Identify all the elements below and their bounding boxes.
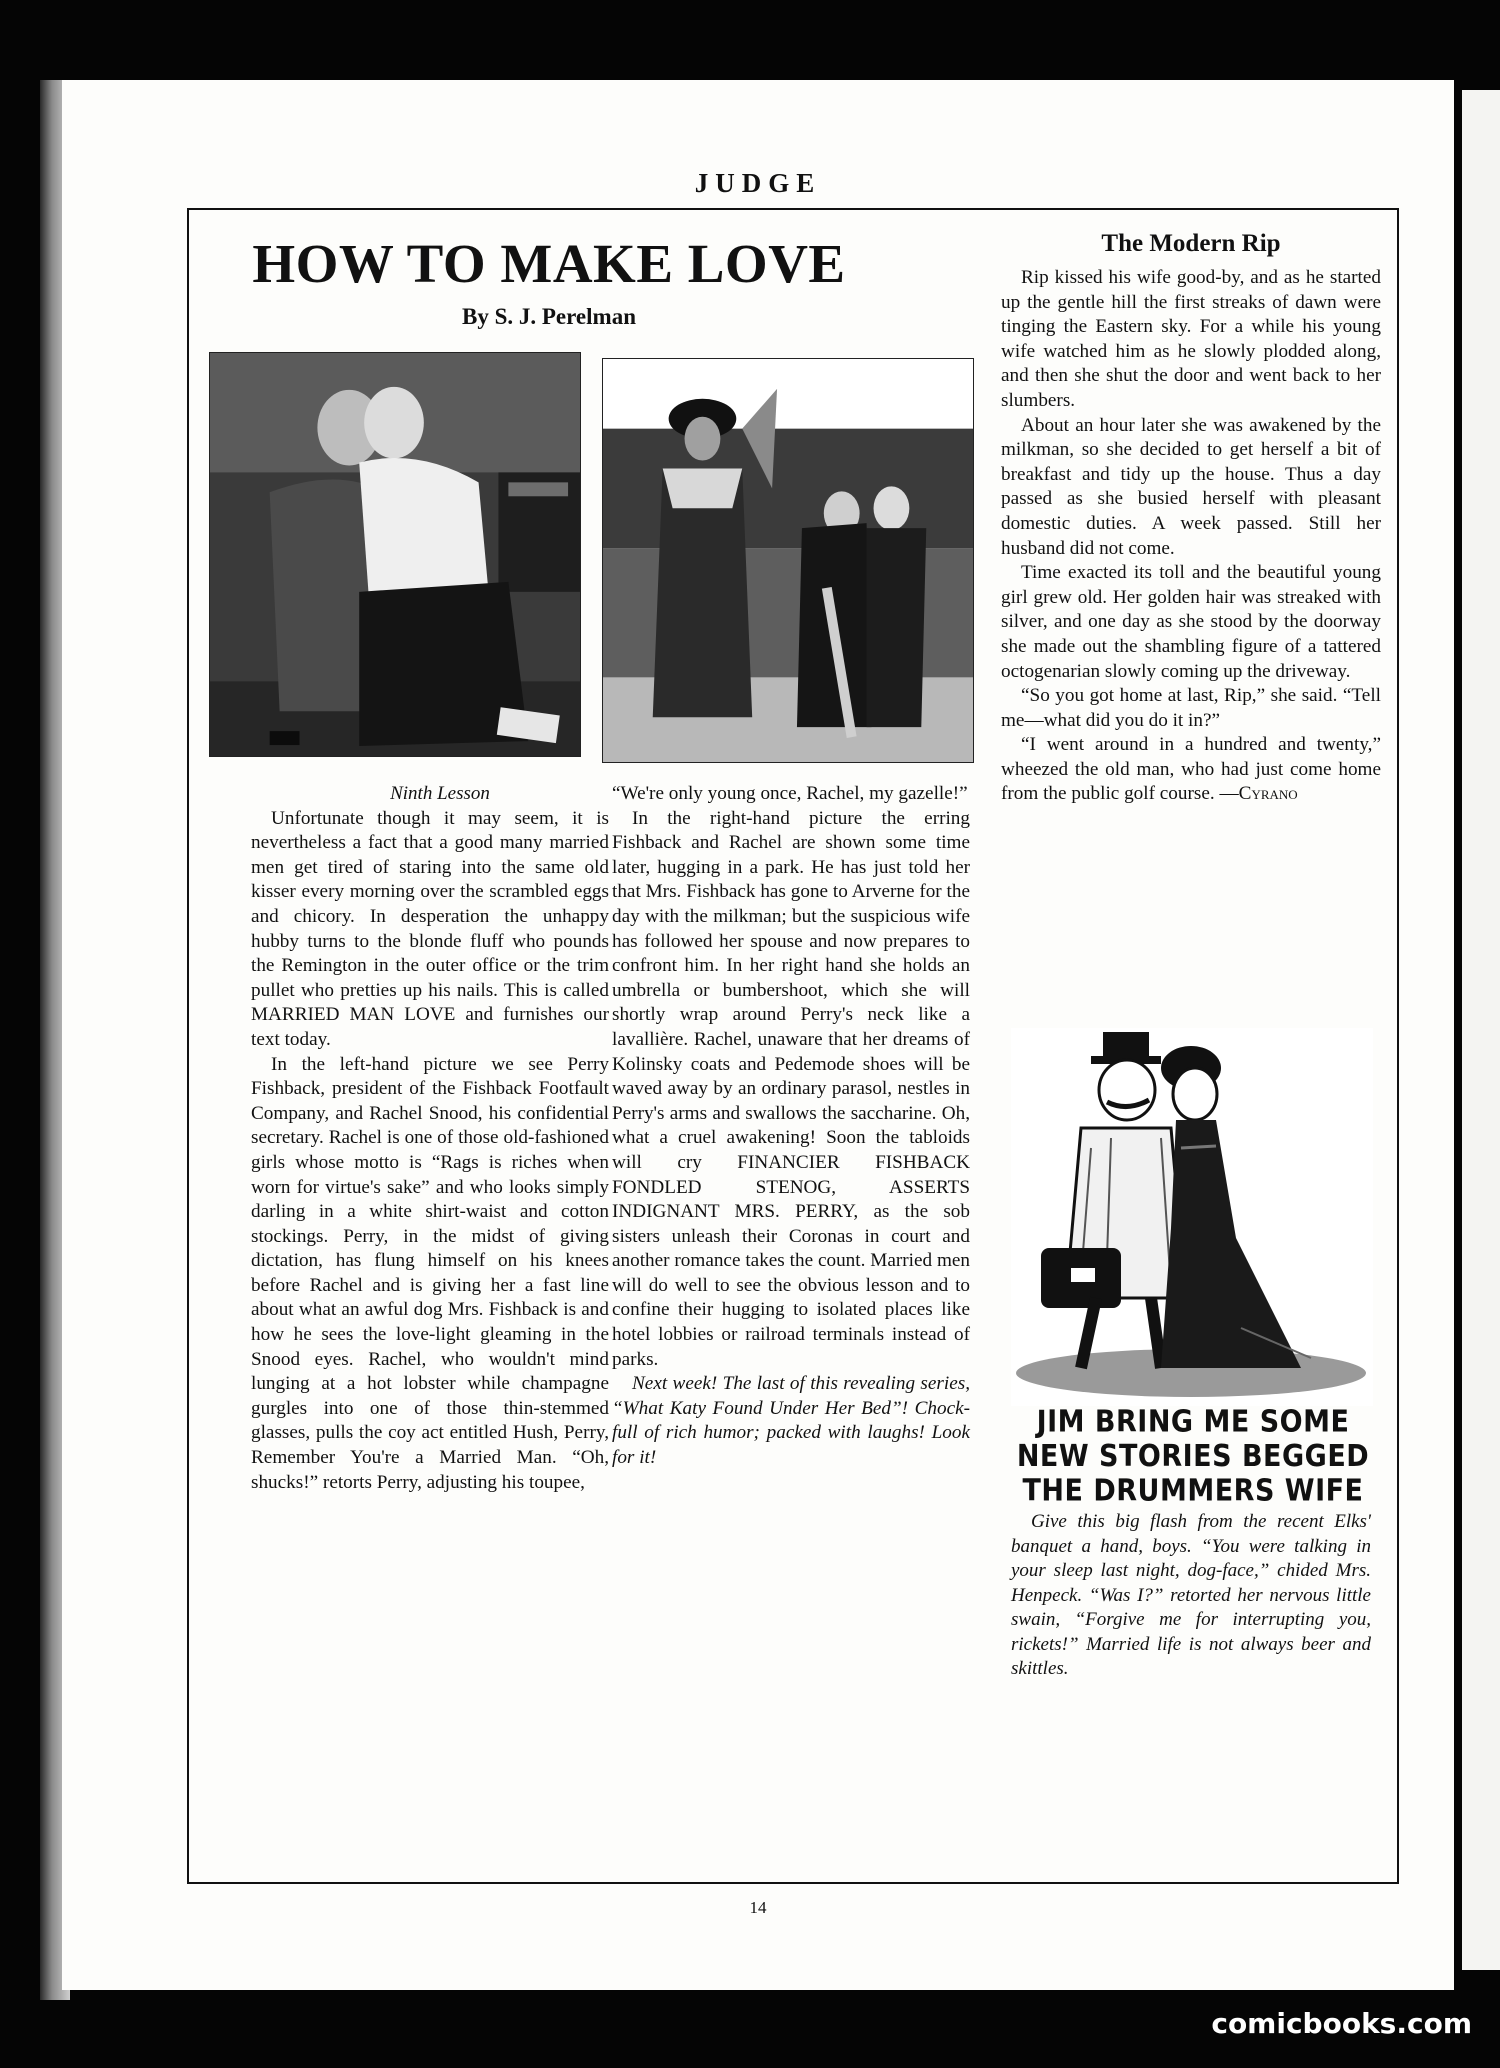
sidebar-last-text: “I went around in a hundred and twenty,” wheezed the old man, who had just come home from the public golf course. xyxy=(1001,734,1381,805)
sidebar-title: The Modern Rip xyxy=(1101,230,1281,257)
article-title: HOW TO MAKE LOVE xyxy=(252,233,846,294)
sidebar-paragraph xyxy=(1001,733,1381,807)
ad-headline xyxy=(1007,1404,1379,1508)
page-number: 14 xyxy=(749,1898,767,1917)
next-week-notice: Next week! The last of this revealing series, “What Katy Found Under Her Bed”! Chock-full of rich humor; packed with laughs! Look for it! xyxy=(612,1373,970,1469)
ad-headline-line: THE DRUMMERS WIFE xyxy=(1022,1473,1364,1509)
ad-headline-line: JIM BRING ME SOME xyxy=(1036,1404,1350,1440)
lesson-heading: Ninth Lesson xyxy=(390,783,490,804)
next-page-edge xyxy=(1462,90,1500,1970)
sidebar-paragraph: About an hour later she was awakened by the milkman, so she decided to get herself a bit of breakfast and tidy up the house. Thus a day passed as she busied herself with pleasant domestic duties. A week passed. Still her husband did not come. xyxy=(1001,414,1381,559)
article-paragraph: “We're only young once, Rachel, my gazelle!” xyxy=(612,783,968,804)
sidebar-paragraph: Rip kissed his wife good-by, and as he started up the gentle hill the first streaks of dawn were tinging the Eastern sky. For a while his young wife watched him as he slowly plodded along, and then she shut the door and went back to her slumbers. xyxy=(1001,267,1381,411)
magazine-page xyxy=(62,80,1454,1990)
ad-copy-text: Give this big flash from the recent Elks' banquet a hand, boys. “You were talking in your sleep last night, dog-face,” chided Mrs. Henpeck. “Was I?” retorted her nervous little swain, “Forgive me for interrupting you, rickets!” Married life is not always beer and skittles. xyxy=(1011,1511,1371,1679)
article-paragraph: In the right-hand picture the erring Fishback and Rachel are shown some time later, hugging in a park. He has just told her that Mrs. Fishback has gone to Arverne for the day with the milkman; but the suspicious wife has followed her spouse and now prepares to confront him. In her right hand she holds an umbrella or bumbershoot, which she will shortly wrap around Perry's neck like a lavallière. Rachel, unaware that her dreams of Kolinsky coats and Pedemode shoes will be waved away by an ordinary parasol, nestles in Perry's arms and swallows the saccharine. Oh, what a cruel awakening! Soon the tabloids will cry FINANCIER FISHBACK FONDLED STENOG, ASSERTS INDIGNANT MRS. PERRY, as the sob sisters unleash their Coronas in court and another romance takes the count. Married men will do well to see the obvious lesson and to confine their hugging to isolated places like hotel lobbies or railroad terminals instead of parks. xyxy=(612,807,970,1370)
article-paragraph: Unfortunate though it may seem, it is nevertheless a fact that a good many married men get tired of staring into the same old kisser every morning over the scrambled eggs and chicory. In desperation the unhappy hubby turns to the blonde fluff who pounds the Remington in the outer office or the trim pullet who pretties up his nails. This is called MARRIED MAN LOVE and furnishes our text today. xyxy=(251,807,609,1050)
photo-office-couple xyxy=(209,352,581,757)
running-head: JUDGE xyxy=(694,168,822,198)
article-column-2 xyxy=(612,782,970,1471)
sidebar-signature: —Cyrano xyxy=(1219,783,1298,805)
drummer-cartoon xyxy=(1011,1028,1373,1406)
sidebar-paragraph: “So you got home at last, Rip,” she said. “Tell me—what did you do it in?” xyxy=(1001,685,1381,731)
article-byline: By S. J. Perelman xyxy=(462,304,636,329)
photo-park-couple xyxy=(602,358,974,763)
watermark: comicbooks.com xyxy=(1211,2007,1472,2040)
article-paragraph: In the left-hand picture we see Perry Fishback, president of the Fishback Footfault Company, and Rachel Snood, his confidential secretary. Rachel is one of those old-fashioned girls whose motto is “Rags is riches when worn for virtue's sake” and who looks simply darling in a white shirt-waist and cotton stockings. Perry, in the midst of giving dictation, has flung himself on his knees before Rachel and is giving her a fast line about what an awful dog Mrs. Fishback is and how he sees the love-light gleaming in the Snood eyes. Rachel, who wouldn't mind lunging at a hot lobster while champagne gurgles into one of those thin-stemmed glasses, pulls the coy act entitled Hush, Perry, Remember You're a Married Man. “Oh, shucks!” retorts Perry, adjusting his toupee, xyxy=(251,1053,609,1493)
sidebar-story xyxy=(1001,266,1381,807)
article-column-1 xyxy=(251,782,609,1495)
sidebar-paragraph: Time exacted its toll and the beautiful young girl grew old. Her golden hair was streaked with silver, and one day as she stood by the doorway she made out the shambling figure of a tattered octogenarian slowly coming up the driveway. xyxy=(1001,562,1381,682)
ad-copy xyxy=(1011,1510,1371,1682)
ad-headline-line: NEW STORIES BEGGED xyxy=(1016,1439,1370,1474)
content-frame xyxy=(187,208,1399,1884)
